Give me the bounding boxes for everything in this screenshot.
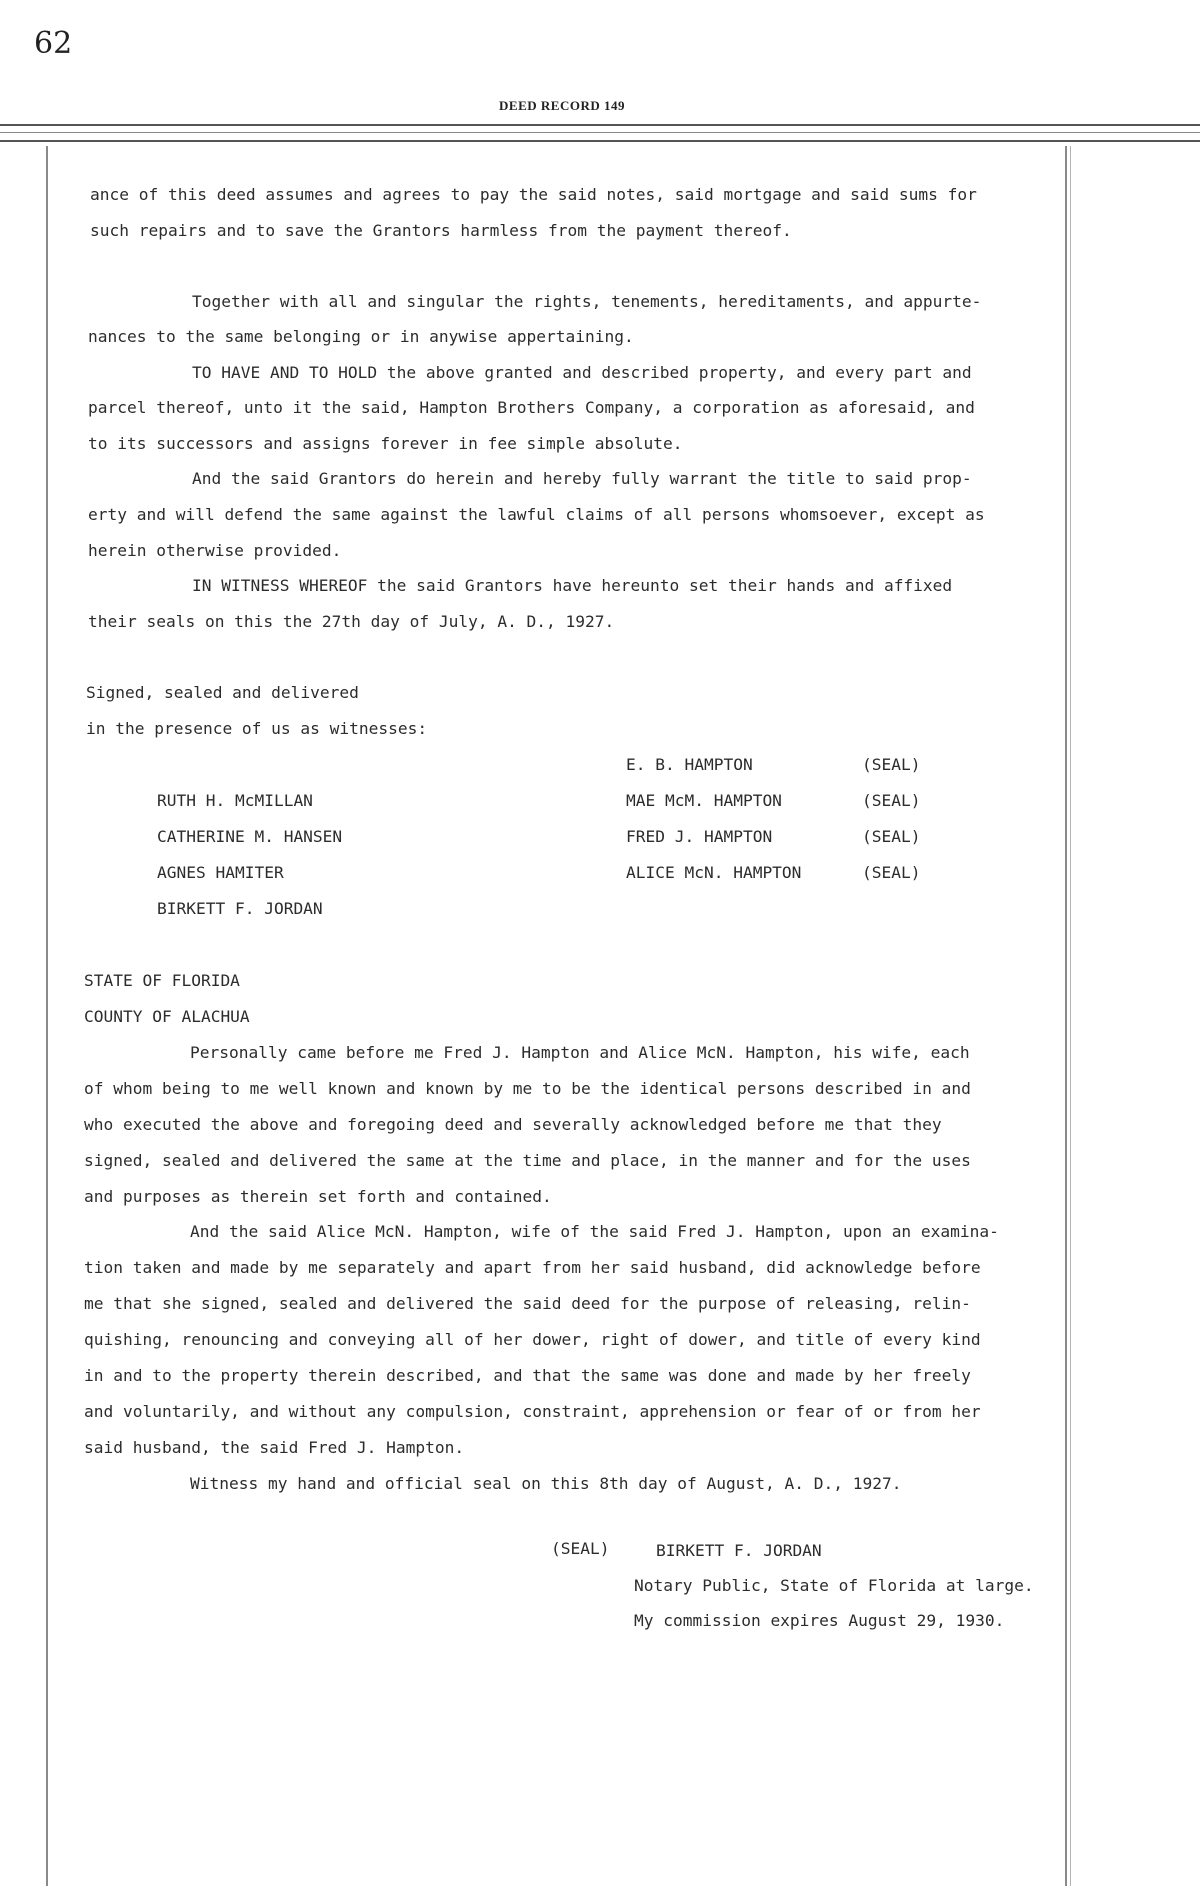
ack-line: of whom being to me well known and known by me to be the identical persons described in and [84,1079,971,1098]
grantor-seal: (SEAL) [862,791,921,810]
body-line: such repairs and to save the Grantors harmless from the payment thereof. [90,221,792,240]
ack-line: signed, sealed and delivered the same at the time and place, in the manner and for the uses [84,1151,971,1170]
witness-name: RUTH H. McMILLAN [157,791,313,810]
ack-line: quishing, renouncing and conveying all of her dower, right of dower, and title of every kind [84,1330,981,1349]
ack-line: and purposes as therein set forth and contained. [84,1187,552,1206]
grantor-seal: (SEAL) [862,863,921,882]
grantor-name: MAE McM. HAMPTON [626,791,782,810]
header-rule-bottom [0,140,1200,142]
body-line: IN WITNESS WHEREOF the said Grantors have hereunto set their hands and affixed [192,576,953,595]
ack-line: And the said Alice McN. Hampton, wife of the said Fred J. Hampton, upon an examina- [190,1222,999,1241]
notary-commission: My commission expires August 29, 1930. [634,1611,1005,1630]
signature-intro: Signed, sealed and delivered [86,683,359,702]
body-line: And the said Grantors do herein and hereby fully warrant the title to said prop- [192,469,972,488]
ack-line: in and to the property therein described, and that the same was done and made by her freely [84,1366,971,1385]
notary-title: Notary Public, State of Florida at large. [634,1576,1034,1595]
grantor-name: FRED J. HAMPTON [626,827,773,846]
body-line: erty and will defend the same against the lawful claims of all persons whomsoever, except as [88,505,985,524]
right-margin-rule [1065,146,1067,1886]
notary-seal: (SEAL) [551,1539,610,1558]
grantor-name: E. B. HAMPTON [626,755,753,774]
witness-name: BIRKETT F. JORDAN [157,899,323,918]
grantor-name: ALICE McN. HAMPTON [626,863,802,882]
ack-line: and voluntarily, and without any compulsion, constraint, apprehension or fear of or from her [84,1402,981,1421]
body-line: Together with all and singular the rights, tenements, hereditaments, and appurte- [192,292,982,311]
header-rule-top [0,124,1200,126]
grantor-seal: (SEAL) [862,827,921,846]
signature-intro: in the presence of us as witnesses: [86,719,428,738]
header-rule-middle [0,132,1200,133]
notary-name: BIRKETT F. JORDAN [656,1541,822,1560]
body-line: to its successors and assigns forever in fee simple absolute. [88,434,683,453]
ack-line: tion taken and made by me separately and apart from her said husband, did acknowledge before [84,1258,981,1277]
left-margin-rule [46,146,48,1886]
ack-line: Witness my hand and official seal on this 8th day of August, A. D., 1927. [190,1474,902,1493]
body-line: parcel thereof, unto it the said, Hampton Brothers Company, a corporation as aforesaid, and [88,398,975,417]
county-heading: COUNTY OF ALACHUA [84,1007,250,1026]
page-number: 62 [34,26,73,61]
body-line: ance of this deed assumes and agrees to pay the said notes, said mortgage and said sums for [90,185,977,204]
ack-line: me that she signed, sealed and delivered the said deed for the purpose of releasing, relin- [84,1294,971,1313]
ack-line: Personally came before me Fred J. Hampton and Alice McN. Hampton, his wife, each [190,1043,970,1062]
body-line: herein otherwise provided. [88,541,342,560]
state-heading: STATE OF FLORIDA [84,971,240,990]
body-line: TO HAVE AND TO HOLD the above granted and described property, and every part and [192,363,972,382]
ack-line: said husband, the said Fred J. Hampton. [84,1438,465,1457]
record-title: DEED RECORD 149 [499,98,625,113]
grantor-seal: (SEAL) [862,755,921,774]
ack-line: who executed the above and foregoing deed and severally acknowledged before me that they [84,1115,942,1134]
body-line: nances to the same belonging or in anywise appertaining. [88,327,634,346]
witness-name: CATHERINE M. HANSEN [157,827,343,846]
witness-name: AGNES HAMITER [157,863,284,882]
body-line: their seals on this the 27th day of July, A. D., 1927. [88,612,615,631]
right-margin-rule-inner [1070,146,1071,1886]
